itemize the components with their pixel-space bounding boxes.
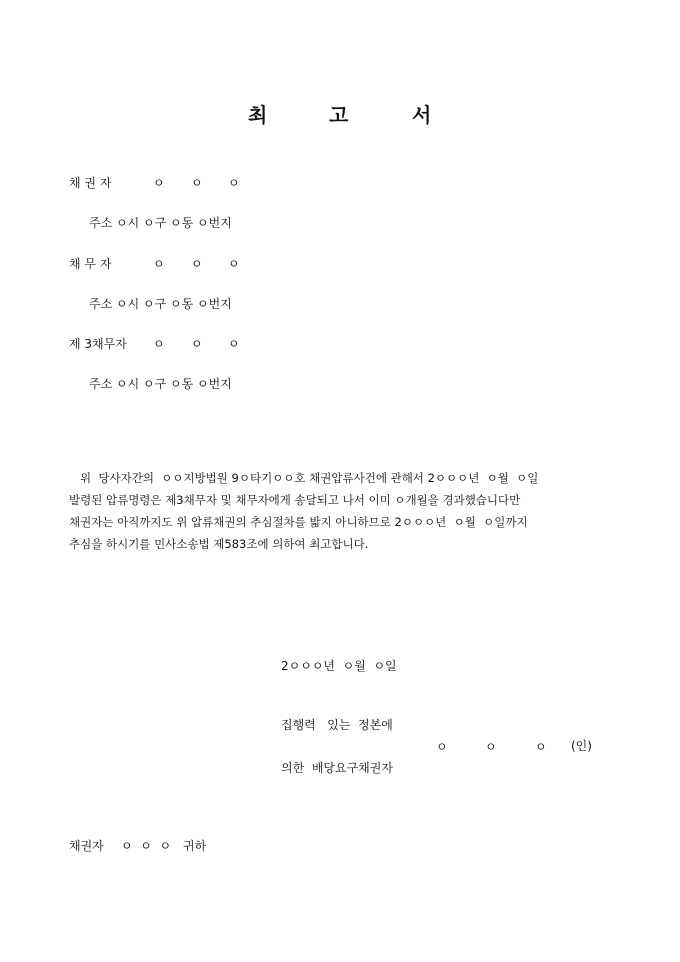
third-debtor-address: 주소 ㅇ시 ㅇ구 ㅇ동 ㅇ번지 bbox=[89, 377, 232, 391]
body-line-1: 위 당사자간의 ㅇㅇ지방법원 9ㅇ타기ㅇㅇ호 채권압류사건에 관해서 2ㅇㅇㅇ년 ㅇ월 ㅇ일 bbox=[69, 471, 539, 485]
seal-mark: (인) bbox=[571, 739, 592, 753]
creditor-label: 채 권 자 bbox=[69, 176, 112, 190]
recipient-marks: ㅇ ㅇ ㅇ bbox=[121, 839, 172, 853]
creditor-mark-3: ㅇ bbox=[228, 176, 240, 190]
recipient-suffix: 귀하 bbox=[183, 839, 207, 853]
body-paragraph bbox=[69, 467, 629, 555]
debtor-mark-1: ㅇ bbox=[153, 257, 165, 271]
signer-mark-3: ㅇ bbox=[535, 740, 547, 754]
debtor-label: 채 무 자 bbox=[69, 257, 112, 271]
third-debtor-mark-3: ㅇ bbox=[228, 337, 240, 351]
signer-line-2: 의한 배당요구채권자 bbox=[281, 761, 393, 775]
creditor-mark-1: ㅇ bbox=[153, 176, 165, 190]
title-char-1: 최 bbox=[248, 103, 268, 127]
third-debtor-label: 제 3채무자 bbox=[69, 337, 127, 351]
debtor-address: 주소 ㅇ시 ㅇ구 ㅇ동 ㅇ번지 bbox=[89, 297, 232, 311]
body-line-2: 발령된 압류명령은 제3채무자 및 채무자에게 송달되고 나서 이미 ㅇ개월을 경과했습니다만 bbox=[69, 493, 521, 507]
signer-mark-2: ㅇ bbox=[485, 740, 497, 754]
signer-line-1: 집행력 있는 정본에 bbox=[281, 718, 393, 732]
third-debtor-mark-1: ㅇ bbox=[153, 337, 165, 351]
debtor-mark-2: ㅇ bbox=[191, 257, 203, 271]
third-debtor-mark-2: ㅇ bbox=[191, 337, 203, 351]
title-char-3: 서 bbox=[412, 103, 432, 127]
recipient-label: 채권자 bbox=[69, 839, 104, 853]
creditor-mark-2: ㅇ bbox=[191, 176, 203, 190]
signer-mark-1: ㅇ bbox=[436, 740, 448, 754]
body-line-4: 추심을 하시기를 민사소송법 제583조에 의하여 최고합니다. bbox=[69, 537, 369, 551]
debtor-mark-3: ㅇ bbox=[228, 257, 240, 271]
document-date: 2ㅇㅇㅇ년 ㅇ월 ㅇ일 bbox=[281, 659, 397, 673]
body-line-3: 채권자는 아직까지도 위 압류채권의 추심절차를 밟지 아니하므로 2ㅇㅇㅇ년 ㅇ월 ㅇ일까지 bbox=[69, 515, 528, 529]
title-char-2: 고 bbox=[329, 103, 349, 127]
creditor-address: 주소 ㅇ시 ㅇ구 ㅇ동 ㅇ번지 bbox=[89, 216, 232, 230]
